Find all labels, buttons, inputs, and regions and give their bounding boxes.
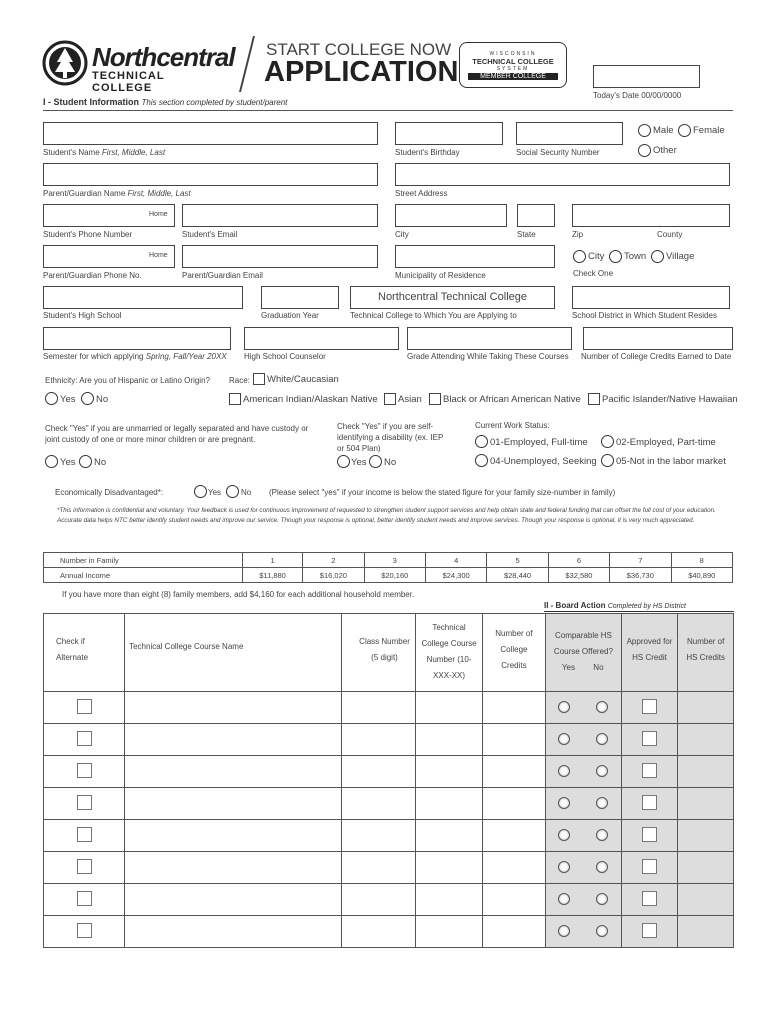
mun-city-label: City xyxy=(588,251,605,262)
work-01-radio[interactable] xyxy=(475,435,488,448)
header-divider xyxy=(239,36,255,92)
street-field[interactable] xyxy=(395,163,730,186)
class-number-cell[interactable] xyxy=(341,756,416,788)
comparable-yes-radio[interactable] xyxy=(558,701,570,713)
course-row xyxy=(44,692,734,724)
course-row xyxy=(44,788,734,820)
comparable-cell[interactable] xyxy=(546,884,621,916)
comparable-yes-radio[interactable] xyxy=(558,925,570,937)
counselor-label: High School Counselor xyxy=(244,352,326,361)
title-big: APPLICATION xyxy=(264,56,459,88)
econ-note: (Please select "yes" if your income is below the stated figure for your family size-number in family) xyxy=(269,488,616,497)
alternate-checkbox-cell[interactable] xyxy=(44,756,125,788)
female-label: Female xyxy=(693,125,725,136)
section2-title: II - Board Action Completed by HS District xyxy=(544,601,686,610)
school-district-field[interactable] xyxy=(572,286,730,309)
custody-yes-radio[interactable] xyxy=(45,455,58,468)
high-school-label: Student's High School xyxy=(43,311,122,320)
approved-cell[interactable] xyxy=(621,820,678,852)
badge-line1: WISCONSIN xyxy=(489,51,537,57)
comparable-no-radio[interactable] xyxy=(596,797,608,809)
county-label: County xyxy=(657,230,683,239)
student-name-label: Student's Name First, Middle, Last xyxy=(43,148,166,157)
alternate-checkbox-cell[interactable] xyxy=(44,916,125,948)
course-name-cell[interactable] xyxy=(125,692,342,724)
zip-label: Zip xyxy=(572,230,584,239)
course-row xyxy=(44,916,734,948)
logo xyxy=(42,40,235,94)
approved-checkbox[interactable] xyxy=(642,859,657,874)
race-asian-label: Asian xyxy=(398,394,422,405)
class-number-cell[interactable] xyxy=(341,884,416,916)
tc-number-cell[interactable] xyxy=(416,820,482,852)
hs-credits-cell[interactable] xyxy=(678,692,734,724)
credits-cell[interactable] xyxy=(482,756,546,788)
guardian-email-field[interactable] xyxy=(182,245,378,268)
income-cell: $36,730 xyxy=(610,568,671,583)
family-cell: 6 xyxy=(548,553,609,568)
race-white-checkbox[interactable] xyxy=(253,373,265,385)
approved-cell[interactable] xyxy=(621,884,678,916)
tc-number-cell[interactable] xyxy=(416,852,482,884)
comparable-cell[interactable] xyxy=(546,724,621,756)
course-name-cell[interactable] xyxy=(125,756,342,788)
income-cell: $11,880 xyxy=(243,568,303,583)
municipality-field[interactable] xyxy=(395,245,555,268)
income-cell: $32,580 xyxy=(548,568,609,583)
course-name-cell[interactable] xyxy=(125,884,342,916)
credits-cell[interactable] xyxy=(482,788,546,820)
home-label-1: Home xyxy=(149,211,168,218)
race-pacific-checkbox[interactable] xyxy=(588,393,600,405)
title-small: START COLLEGE NOW xyxy=(266,40,452,59)
city-field[interactable] xyxy=(395,204,507,227)
class-number-cell[interactable] xyxy=(341,852,416,884)
birthday-label: Student's Birthday xyxy=(395,148,460,157)
credits-earned-field[interactable] xyxy=(583,327,733,350)
tech-college-field[interactable] xyxy=(350,286,555,309)
class-number-cell[interactable] xyxy=(341,724,416,756)
course-row xyxy=(44,852,734,884)
family-cell: 3 xyxy=(364,553,425,568)
logo-name: Northcentral xyxy=(92,42,235,72)
course-row xyxy=(44,756,734,788)
tree-logo-icon xyxy=(42,40,88,86)
h-comparable: Comparable HS Course Offered? Yes No xyxy=(546,614,621,692)
male-label: Male xyxy=(653,125,674,136)
approved-checkbox[interactable] xyxy=(642,923,657,938)
alternate-checkbox-cell[interactable] xyxy=(44,884,125,916)
class-number-cell[interactable] xyxy=(341,916,416,948)
custody-yes-label: Yes xyxy=(60,457,76,468)
tech-college-label: Technical College to Which You are Applying to xyxy=(350,311,517,320)
econ-yes-radio[interactable] xyxy=(194,485,207,498)
student-name-field[interactable] xyxy=(43,122,378,145)
comparable-yes-radio[interactable] xyxy=(558,797,570,809)
comparable-yes-radio[interactable] xyxy=(558,861,570,873)
race-black-checkbox[interactable] xyxy=(429,393,441,405)
check-one-label: Check One xyxy=(573,269,614,278)
custody-no-radio[interactable] xyxy=(79,455,92,468)
work-02-radio[interactable] xyxy=(601,435,614,448)
approved-checkbox[interactable] xyxy=(642,731,657,746)
comparable-yes-radio[interactable] xyxy=(558,893,570,905)
home-label-2: Home xyxy=(149,252,168,259)
todays-date-field[interactable] xyxy=(593,65,700,88)
comparable-no-radio[interactable] xyxy=(596,765,608,777)
birthday-field[interactable] xyxy=(395,122,503,145)
econ-yes-label: Yes xyxy=(208,488,222,497)
comparable-no-radio[interactable] xyxy=(596,861,608,873)
work-05-radio[interactable] xyxy=(601,454,614,467)
section1-title: I - Student Information This section completed by student/parent xyxy=(43,97,288,107)
credits-earned-label: Number of College Credits Earned to Date xyxy=(581,352,732,361)
comparable-no-radio[interactable] xyxy=(596,893,608,905)
mun-village-label: Village xyxy=(666,251,695,262)
family-cell: 8 xyxy=(671,553,732,568)
comparable-cell[interactable] xyxy=(546,692,621,724)
family-cell: 1 xyxy=(243,553,303,568)
alternate-checkbox[interactable] xyxy=(77,891,92,906)
work-status-title: Current Work Status: xyxy=(475,421,550,430)
course-row xyxy=(44,724,734,756)
hs-credits-cell[interactable] xyxy=(678,852,734,884)
class-number-cell[interactable] xyxy=(341,692,416,724)
alternate-checkbox[interactable] xyxy=(77,827,92,842)
student-email-label: Student's Email xyxy=(182,230,238,239)
work-05-label: 05-Not in the labor market xyxy=(616,456,726,467)
grad-year-field[interactable] xyxy=(261,286,339,309)
guardian-email-label: Parent/Guardian Email xyxy=(182,271,263,280)
credits-cell[interactable] xyxy=(482,692,546,724)
family-cell: 5 xyxy=(487,553,548,568)
zip-field[interactable] xyxy=(572,204,730,227)
female-radio[interactable] xyxy=(678,124,691,137)
comparable-cell[interactable] xyxy=(546,820,621,852)
street-label: Street Address xyxy=(395,189,448,198)
work-04-radio[interactable] xyxy=(475,454,488,467)
alternate-checkbox[interactable] xyxy=(77,923,92,938)
course-body xyxy=(44,692,734,948)
course-row xyxy=(44,820,734,852)
tc-number-cell[interactable] xyxy=(416,884,482,916)
course-name-cell[interactable] xyxy=(125,916,342,948)
alternate-checkbox[interactable] xyxy=(77,859,92,874)
ssn-label: Social Security Number xyxy=(516,148,600,157)
approved-cell[interactable] xyxy=(621,724,678,756)
ssn-field[interactable] xyxy=(516,122,623,145)
tc-number-cell[interactable] xyxy=(416,756,482,788)
hs-credits-cell[interactable] xyxy=(678,756,734,788)
course-name-cell[interactable] xyxy=(125,820,342,852)
course-header-row xyxy=(44,614,734,692)
tc-number-cell[interactable] xyxy=(416,916,482,948)
econ-no-radio[interactable] xyxy=(226,485,239,498)
hs-credits-cell[interactable] xyxy=(678,916,734,948)
credits-cell[interactable] xyxy=(482,916,546,948)
student-email-field[interactable] xyxy=(182,204,378,227)
income-cell: $28,440 xyxy=(487,568,548,583)
disability-no-radio[interactable] xyxy=(369,455,382,468)
section1-rule xyxy=(43,110,733,111)
annual-income-row xyxy=(44,568,733,583)
male-radio[interactable] xyxy=(638,124,651,137)
municipality-label: Municipality of Residence xyxy=(395,271,486,280)
tc-number-cell[interactable] xyxy=(416,692,482,724)
comparable-yes-radio[interactable] xyxy=(558,765,570,777)
grade-label: Grade Attending While Taking These Courses xyxy=(407,352,569,361)
logo-sub: TECHNICAL COLLEGE xyxy=(92,70,165,94)
mun-village-radio[interactable] xyxy=(651,250,664,263)
h-approved: Approved for HS Credit xyxy=(621,614,678,692)
credits-cell[interactable] xyxy=(482,852,546,884)
hispanic-yes-label: Yes xyxy=(60,394,76,405)
course-name-cell[interactable] xyxy=(125,724,342,756)
state-field[interactable] xyxy=(517,204,555,227)
comparable-no-radio[interactable] xyxy=(596,733,608,745)
tech-college-value: Northcentral Technical College xyxy=(378,291,527,303)
other-radio[interactable] xyxy=(638,144,651,157)
income-cell: $16,020 xyxy=(303,568,364,583)
approved-checkbox[interactable] xyxy=(642,827,657,842)
high-school-field[interactable] xyxy=(43,286,243,309)
school-district-label: School District in Which Student Resides xyxy=(572,311,717,320)
comparable-yes-radio[interactable] xyxy=(558,733,570,745)
credits-cell[interactable] xyxy=(482,724,546,756)
race-black-label: Black or African American Native xyxy=(443,394,581,405)
badge-line4: MEMBER COLLEGE xyxy=(468,73,558,80)
h-hs-credits: Number of HS Credits xyxy=(678,614,734,692)
family-cell: 7 xyxy=(610,553,671,568)
guardian-phone-label: Parent/Guardian Phone No. xyxy=(43,271,142,280)
work-04-label: 04-Unemployed, Seeking xyxy=(490,456,597,467)
guardian-name-field[interactable] xyxy=(43,163,378,186)
class-number-cell[interactable] xyxy=(341,820,416,852)
alternate-checkbox-cell[interactable] xyxy=(44,820,125,852)
family-size-header: Number in Family xyxy=(44,553,243,568)
hispanic-no-label: No xyxy=(96,394,109,405)
income-cell: $40,890 xyxy=(671,568,732,583)
disability-no-label: No xyxy=(384,457,397,468)
work-02-label: 02-Employed, Part-time xyxy=(616,437,716,448)
mun-town-label: Town xyxy=(624,251,647,262)
disability-text: Check "Yes" if you are self-identifying a disability (ex. IEP or 504 Plan) xyxy=(337,422,444,453)
hs-credits-cell[interactable] xyxy=(678,724,734,756)
custody-text: Check "Yes" if you are unmarried or legally separated and have custody or joint custody of one or more minor children or are pregnant. xyxy=(45,424,309,444)
section2-rule xyxy=(544,611,734,612)
alternate-checkbox[interactable] xyxy=(77,731,92,746)
econ-label: Economically Disadvantaged*: xyxy=(55,488,164,497)
approved-checkbox[interactable] xyxy=(642,795,657,810)
hispanic-yes-radio[interactable] xyxy=(45,392,58,405)
alternate-checkbox[interactable] xyxy=(77,699,92,714)
race-native-label: American Indian/Alaskan Native xyxy=(243,394,378,405)
disability-yes-radio[interactable] xyxy=(337,455,350,468)
approved-checkbox[interactable] xyxy=(642,699,657,714)
econ-no-label: No xyxy=(241,488,252,497)
family-size-row xyxy=(44,553,733,568)
comparable-yes-radio[interactable] xyxy=(558,829,570,841)
work-01-label: 01-Employed, Full-time xyxy=(490,437,588,448)
race-native-checkbox[interactable] xyxy=(229,393,241,405)
tc-number-cell[interactable] xyxy=(416,788,482,820)
family-cell: 2 xyxy=(303,553,364,568)
race-asian-checkbox[interactable] xyxy=(384,393,396,405)
approved-cell[interactable] xyxy=(621,692,678,724)
h-class-number: Class Number (5 digit) xyxy=(341,614,416,692)
approved-cell[interactable] xyxy=(621,788,678,820)
comparable-cell[interactable] xyxy=(546,756,621,788)
h-course-name: Technical College Course Name xyxy=(125,614,342,692)
alternate-checkbox[interactable] xyxy=(77,795,92,810)
credits-cell[interactable] xyxy=(482,884,546,916)
ethnicity-question: Ethnicity: Are you of Hispanic or Latino Origin? xyxy=(45,376,210,385)
approved-cell[interactable] xyxy=(621,756,678,788)
guardian-name-label: Parent/Guardian Name First, Middle, Last xyxy=(43,189,191,198)
alternate-checkbox-cell[interactable] xyxy=(44,692,125,724)
alternate-checkbox[interactable] xyxy=(77,763,92,778)
approved-cell[interactable] xyxy=(621,916,678,948)
hispanic-no-radio[interactable] xyxy=(81,392,94,405)
comparable-no-radio[interactable] xyxy=(596,701,608,713)
class-number-cell[interactable] xyxy=(341,788,416,820)
hs-credits-cell[interactable] xyxy=(678,820,734,852)
disability-yes-label: Yes xyxy=(351,457,367,468)
comparable-no-radio[interactable] xyxy=(596,925,608,937)
semester-field[interactable] xyxy=(43,327,231,350)
race-pacific-label: Pacific Islander/Native Hawaiian xyxy=(602,394,738,405)
annual-income-header: Annual Income xyxy=(44,568,243,583)
comparable-cell[interactable] xyxy=(546,852,621,884)
h-check: Check if Alternate xyxy=(44,614,125,692)
city-label: City xyxy=(395,230,409,239)
income-table xyxy=(43,552,733,583)
h-credits: Number of College Credits xyxy=(482,614,546,692)
income-cell: $20,160 xyxy=(364,568,425,583)
student-phone-label: Student's Phone Number xyxy=(43,230,133,239)
grade-field[interactable] xyxy=(407,327,572,350)
hs-credits-cell[interactable] xyxy=(678,788,734,820)
custody-no-label: No xyxy=(94,457,107,468)
alternate-checkbox-cell[interactable] xyxy=(44,788,125,820)
race-white-label: White/Caucasian xyxy=(267,374,339,385)
todays-date-label: Today's Date 00/00/0000 xyxy=(593,91,682,100)
badge-line2: TECHNICAL COLLEGE xyxy=(472,57,554,66)
course-table xyxy=(43,613,734,948)
credits-cell[interactable] xyxy=(482,820,546,852)
member-badge xyxy=(459,42,567,88)
race-label: Race: xyxy=(229,376,250,385)
course-name-cell[interactable] xyxy=(125,788,342,820)
comparable-cell[interactable] xyxy=(546,916,621,948)
semester-label: Semester for which applying Spring, Fall/Year 20XX xyxy=(43,352,227,361)
counselor-field[interactable] xyxy=(244,327,399,350)
course-row xyxy=(44,884,734,916)
econ-disclaimer: *This information is confidential and voluntary. Your feedback is used for continuous improvement of requested to strengthen student support services and help obtain state and federal funding that can offset the full cost of your education. Accurate data helps NTC better identify student needs and improve our service. Though your response is optional, better identify student needs and improve services. Though your response is optional, it is very much appreciated. xyxy=(57,507,716,524)
income-cell: $24,300 xyxy=(425,568,486,583)
approved-checkbox[interactable] xyxy=(642,891,657,906)
grad-year-label: Graduation Year xyxy=(261,311,319,320)
approved-cell[interactable] xyxy=(621,852,678,884)
h-tc-number: Technical College Course Number (10-XXX-XX) xyxy=(416,614,482,692)
tc-number-cell[interactable] xyxy=(416,724,482,756)
comparable-no-radio[interactable] xyxy=(596,829,608,841)
course-name-cell[interactable] xyxy=(125,852,342,884)
mun-city-radio[interactable] xyxy=(573,250,586,263)
other-label: Other xyxy=(653,145,677,156)
alternate-checkbox-cell[interactable] xyxy=(44,852,125,884)
comparable-cell[interactable] xyxy=(546,788,621,820)
alternate-checkbox-cell[interactable] xyxy=(44,724,125,756)
mun-town-radio[interactable] xyxy=(609,250,622,263)
approved-checkbox[interactable] xyxy=(642,763,657,778)
family-cell: 4 xyxy=(425,553,486,568)
hs-credits-cell[interactable] xyxy=(678,884,734,916)
badge-line3: SYSTEM xyxy=(496,66,530,72)
income-footnote: If you have more than eight (8) family members, add $4,160 for each additional household member. xyxy=(62,590,415,599)
state-label: State xyxy=(517,230,536,239)
